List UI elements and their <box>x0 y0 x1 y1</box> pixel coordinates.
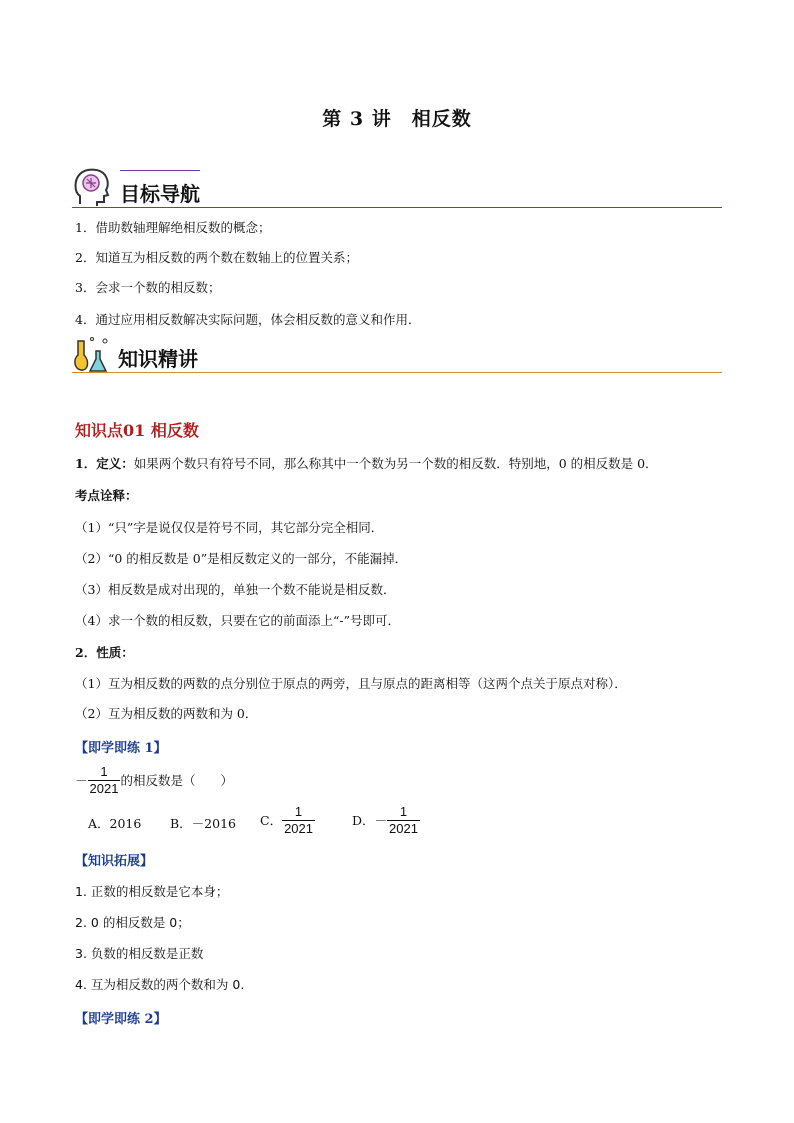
goal-item-1: 1．借助数轴理解绝相反数的概念； <box>75 220 271 235</box>
definition-text: 如果两个数只有符号不同，那么称其中一个数为另一个数的相反数．特别地，0 的相反数是 0． <box>133 456 658 471</box>
option-b[interactable]: B．－2016 <box>170 816 236 831</box>
question-minus-sign: － <box>75 772 88 788</box>
definition-line <box>75 456 658 472</box>
practice-2-label: 【即学即练 2】 <box>75 1012 167 1027</box>
note-item-4: （4）求一个数的相反数，只要在它的前面添上“-”号即可． <box>75 613 400 628</box>
practice-1-options <box>88 804 588 844</box>
option-d-denominator: 2021 <box>389 821 418 836</box>
property-item-1: （1）互为相反数的两数的点分别位于原点的两旁，且与原点的距离相等（这两个点关于原点对称）． <box>75 676 627 691</box>
option-a[interactable]: A．2016 <box>88 816 142 831</box>
extension-item-3: 3. 负数的相反数是正数 <box>75 946 204 961</box>
question-denominator: 2021 <box>89 781 119 796</box>
note-item-3: （3）相反数是成对出现的，单独一个数不能说是相反数． <box>75 582 396 597</box>
brain-head-icon <box>72 166 112 208</box>
option-d-numerator: 1 <box>399 804 408 819</box>
section-header-goals <box>72 166 722 210</box>
question-fraction <box>88 764 121 797</box>
question-numerator: 1 <box>100 764 108 779</box>
property-label: 2．性质： <box>75 645 134 660</box>
property-item-2: （2）互为相反数的两数和为 0． <box>75 706 258 721</box>
goal-item-3: 3．会求一个数的相反数； <box>75 280 221 295</box>
notes-label: 考点诠释： <box>75 488 138 503</box>
option-c-denominator: 2021 <box>284 821 313 836</box>
option-d-fraction <box>387 804 420 837</box>
flask-icon <box>72 335 112 375</box>
section-divider-orange <box>72 372 722 373</box>
practice-1-label: 【即学即练 1】 <box>75 741 167 756</box>
option-c-label: C． <box>260 812 283 828</box>
extension-item-2: 2. 0 的相反数是 0； <box>75 915 190 930</box>
section-divider-purple <box>72 207 722 208</box>
extension-item-1: 1. 正数的相反数是它本身； <box>75 884 229 899</box>
section-heading-knowledge: 知识精讲 <box>118 347 198 371</box>
goal-item-4: 4．通过应用相反数解决实际问题，体会相反数的意义和作用． <box>75 312 421 327</box>
note-item-1: （1）“只”字是说仅仅是符号不同，其它部分完全相同． <box>75 520 384 535</box>
option-c-fraction <box>282 804 315 837</box>
option-d-label: D．－ <box>352 812 388 828</box>
extension-label: 【知识拓展】 <box>75 854 154 869</box>
knowledge-point-title: 知识点01 相反数 <box>75 421 199 440</box>
goal-item-2: 2．知道互为相反数的两个数在数轴上的位置关系； <box>75 250 358 265</box>
page-title: 第 3 讲 相反数 <box>322 108 472 130</box>
section-header-topline <box>120 170 200 171</box>
extension-item-4: 4. 互为相反数的两个数和为 0. <box>75 977 245 992</box>
note-item-2: （2）“0 的相反数是 0”是相反数定义的一部分，不能漏掉． <box>75 551 408 566</box>
definition-label: 1．定义： <box>75 456 134 471</box>
option-c[interactable] <box>260 804 315 837</box>
practice-1-question <box>75 764 233 797</box>
section-heading-goals: 目标导航 <box>120 182 200 206</box>
question-suffix: 的相反数是（ ） <box>120 772 233 788</box>
option-d[interactable] <box>352 804 420 837</box>
option-c-numerator: 1 <box>294 804 303 819</box>
section-header-knowledge <box>72 335 722 377</box>
